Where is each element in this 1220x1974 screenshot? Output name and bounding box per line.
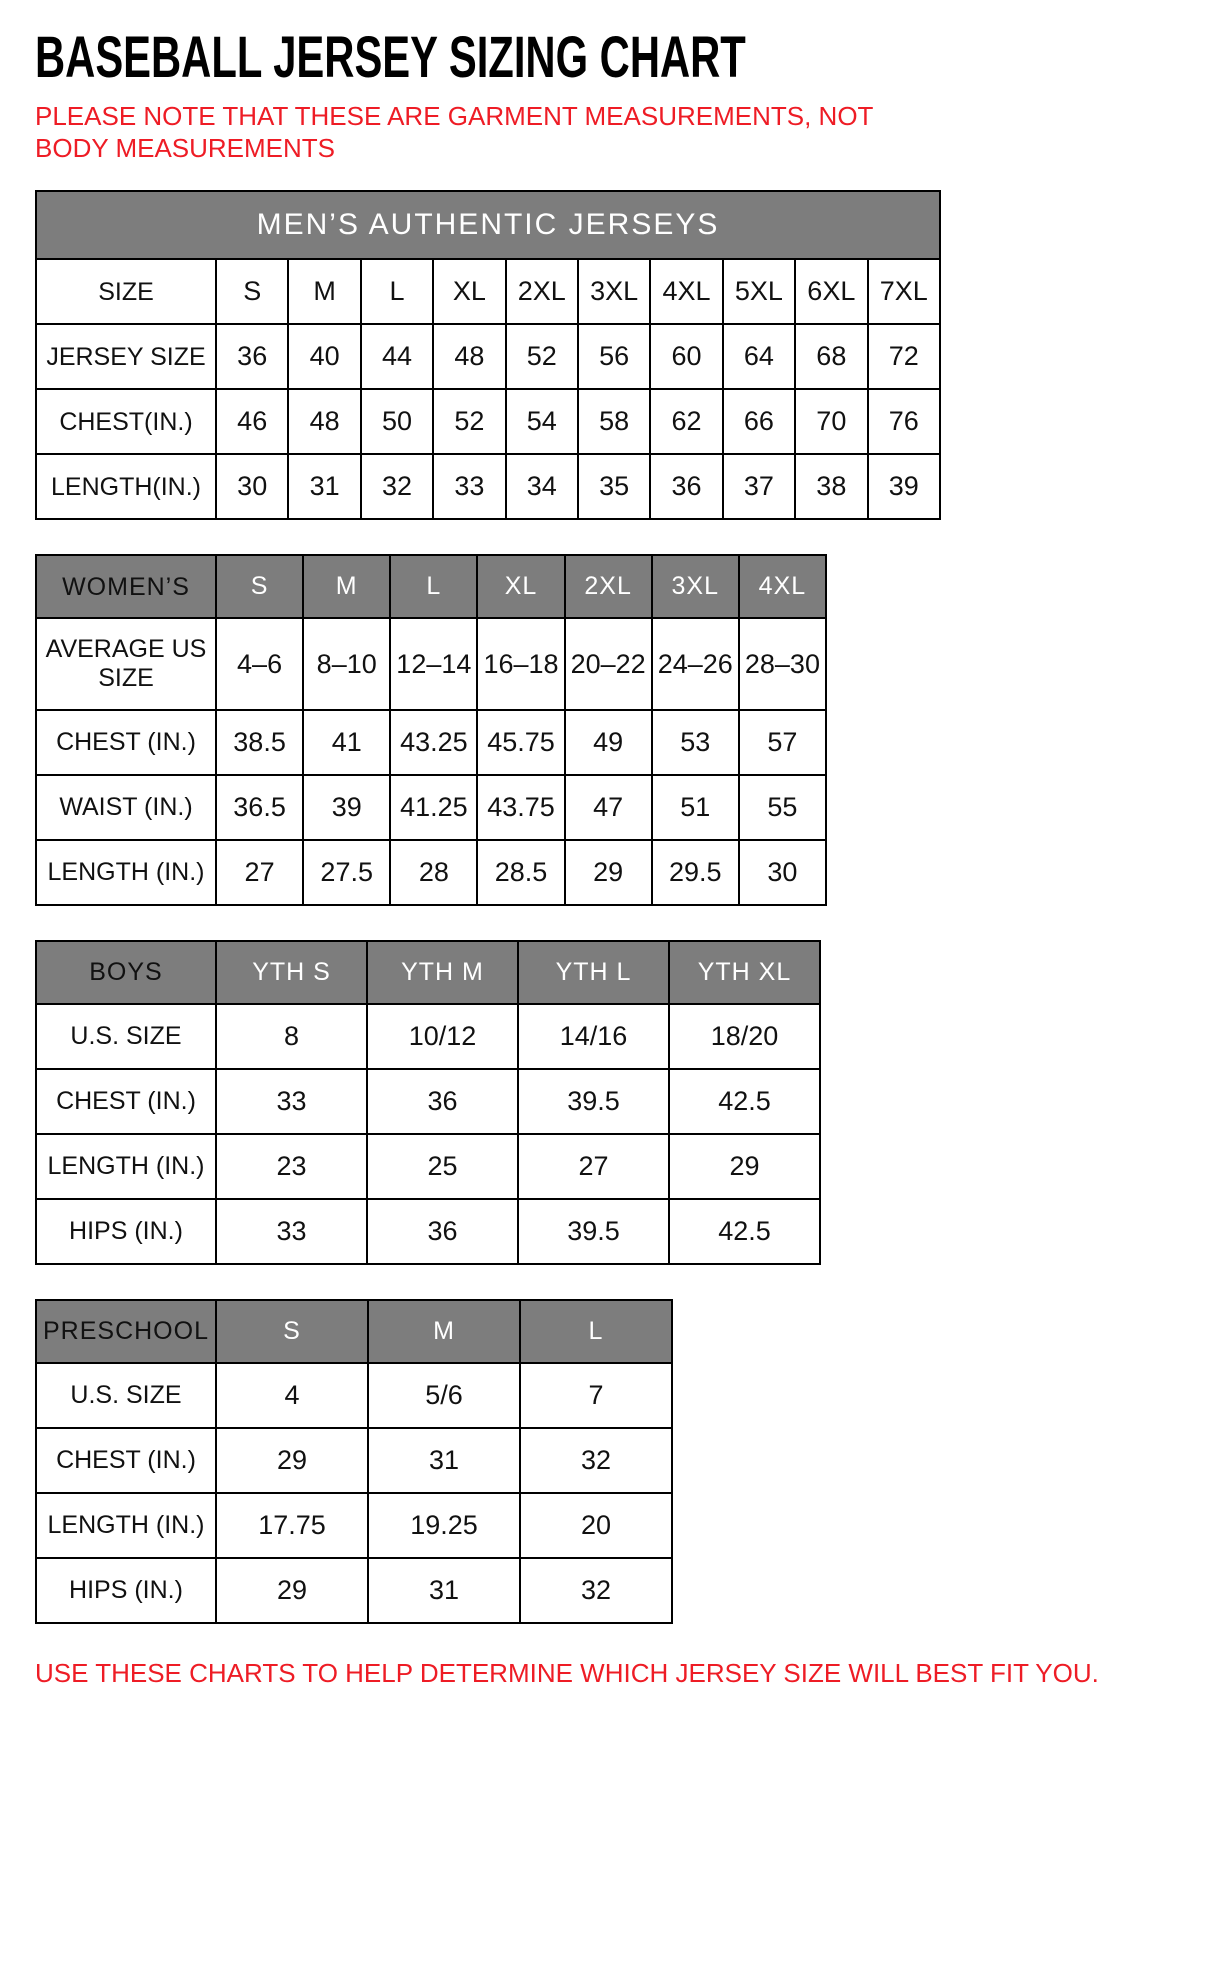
mens-length-value-6: 36: [650, 454, 722, 519]
womens-row-waist: [36, 775, 826, 840]
mens-jersey_size-value-8: 68: [795, 324, 867, 389]
boys-size-header-1: YTH M: [367, 941, 518, 1004]
preschool-chest-value-0: 29: [216, 1428, 368, 1493]
preschool-chest-value-2: 32: [520, 1428, 672, 1493]
boys-chest-value-0: 33: [216, 1069, 367, 1134]
mens-length-value-3: 33: [433, 454, 505, 519]
mens-length-value-1: 31: [288, 454, 360, 519]
mens-chest-value-9: 76: [868, 389, 940, 454]
preschool-size-header-0: S: [216, 1300, 368, 1363]
preschool-us_size-value-1: 5/6: [368, 1363, 520, 1428]
footer-note: USE THESE CHARTS TO HELP DETERMINE WHICH JERSEY SIZE WILL BEST FIT YOU.: [35, 1657, 1099, 1688]
womens-chest-value-4: 49: [565, 710, 652, 775]
mens-size-value-8: 6XL: [795, 259, 867, 324]
mens-size-value-4: 2XL: [506, 259, 578, 324]
womens-row-label-length: LENGTH (IN.): [36, 840, 216, 905]
preschool-length-value-0: 17.75: [216, 1493, 368, 1558]
mens-jersey_size-value-1: 40: [288, 324, 360, 389]
preschool-row-label-length: LENGTH (IN.): [36, 1493, 216, 1558]
mens-size-value-6: 4XL: [650, 259, 722, 324]
womens-avg_us_size-value-0: 4–6: [216, 618, 303, 710]
boys-header-label: BOYS: [36, 941, 216, 1004]
mens-chest-value-0: 46: [216, 389, 288, 454]
boys-chest-value-1: 36: [367, 1069, 518, 1134]
mens-jersey_size-value-9: 72: [868, 324, 940, 389]
mens-length-value-9: 39: [868, 454, 940, 519]
womens-chest-value-1: 41: [303, 710, 390, 775]
womens-waist-value-1: 39: [303, 775, 390, 840]
womens-avg_us_size-value-2: 12–14: [390, 618, 477, 710]
womens-chest-value-6: 57: [739, 710, 826, 775]
boys-us_size-value-0: 8: [216, 1004, 367, 1069]
preschool-us_size-value-2: 7: [520, 1363, 672, 1428]
womens-size-header-6: 4XL: [739, 555, 826, 618]
mens-length-value-8: 38: [795, 454, 867, 519]
mens-row-jersey_size: [36, 324, 940, 389]
mens-row-chest: [36, 389, 940, 454]
preschool-chest-value-1: 31: [368, 1428, 520, 1493]
womens-row-chest: [36, 710, 826, 775]
mens-size-value-2: L: [361, 259, 433, 324]
boys-row-label-hips: HIPS (IN.): [36, 1199, 216, 1264]
boys-row-label-us_size: U.S. SIZE: [36, 1004, 216, 1069]
mens-authentic-jerseys-table: [35, 190, 941, 520]
preschool-header-row: [36, 1300, 672, 1363]
mens-size-value-5: 3XL: [578, 259, 650, 324]
boys-length-value-2: 27: [518, 1134, 669, 1199]
preschool-hips-value-0: 29: [216, 1558, 368, 1623]
preschool-length-value-1: 19.25: [368, 1493, 520, 1558]
mens-row-label-size: SIZE: [36, 259, 216, 324]
mens-length-value-2: 32: [361, 454, 433, 519]
preschool-row-us_size: [36, 1363, 672, 1428]
womens-waist-value-3: 43.75: [477, 775, 564, 840]
mens-chest-value-5: 58: [578, 389, 650, 454]
womens-size-header-0: S: [216, 555, 303, 618]
preschool-row-chest: [36, 1428, 672, 1493]
womens-waist-value-2: 41.25: [390, 775, 477, 840]
preschool-hips-value-2: 32: [520, 1558, 672, 1623]
mens-length-value-4: 34: [506, 454, 578, 519]
mens-jersey_size-value-5: 56: [578, 324, 650, 389]
mens-size-value-3: XL: [433, 259, 505, 324]
boys-us_size-value-1: 10/12: [367, 1004, 518, 1069]
preschool-size-header-2: L: [520, 1300, 672, 1363]
preschool-row-label-chest: CHEST (IN.): [36, 1428, 216, 1493]
preschool-row-length: [36, 1493, 672, 1558]
boys-us_size-value-2: 14/16: [518, 1004, 669, 1069]
mens-length-value-7: 37: [723, 454, 795, 519]
mens-row-label-chest: CHEST(IN.): [36, 389, 216, 454]
mens-chest-value-6: 62: [650, 389, 722, 454]
womens-waist-value-5: 51: [652, 775, 739, 840]
womens-avg_us_size-value-6: 28–30: [739, 618, 826, 710]
mens-jersey_size-value-7: 64: [723, 324, 795, 389]
womens-chest-value-3: 45.75: [477, 710, 564, 775]
womens-waist-value-4: 47: [565, 775, 652, 840]
boys-hips-value-3: 42.5: [669, 1199, 820, 1264]
mens-jersey_size-value-3: 48: [433, 324, 505, 389]
mens-size-value-0: S: [216, 259, 288, 324]
mens-row-label-jersey_size: JERSEY SIZE: [36, 324, 216, 389]
womens-waist-value-0: 36.5: [216, 775, 303, 840]
mens-chest-value-3: 52: [433, 389, 505, 454]
boys-sizing-table: [35, 940, 821, 1265]
womens-header-label: WOMEN’S: [36, 555, 216, 618]
mens-size-value-7: 5XL: [723, 259, 795, 324]
preschool-row-label-us_size: U.S. SIZE: [36, 1363, 216, 1428]
mens-row-length: [36, 454, 940, 519]
preschool-size-header-1: M: [368, 1300, 520, 1363]
womens-sizing-table: [35, 554, 827, 906]
boys-row-label-chest: CHEST (IN.): [36, 1069, 216, 1134]
mens-row-label-length: LENGTH(IN.): [36, 454, 216, 519]
garment-measurement-note: PLEASE NOTE THAT THESE ARE GARMENT MEASUREMENTS, NOT BODY MEASUREMENTS: [35, 101, 873, 163]
mens-length-value-5: 35: [578, 454, 650, 519]
womens-header-row: [36, 555, 826, 618]
boys-length-value-1: 25: [367, 1134, 518, 1199]
mens-title-row: [36, 191, 940, 259]
womens-waist-value-6: 55: [739, 775, 826, 840]
womens-chest-value-0: 38.5: [216, 710, 303, 775]
preschool-sizing-table: [35, 1299, 673, 1624]
mens-chest-value-7: 66: [723, 389, 795, 454]
womens-row-label-chest: CHEST (IN.): [36, 710, 216, 775]
mens-size-value-1: M: [288, 259, 360, 324]
preschool-row-hips: [36, 1558, 672, 1623]
mens-jersey_size-value-4: 52: [506, 324, 578, 389]
boys-hips-value-0: 33: [216, 1199, 367, 1264]
boys-hips-value-1: 36: [367, 1199, 518, 1264]
womens-size-header-4: 2XL: [565, 555, 652, 618]
womens-length-value-5: 29.5: [652, 840, 739, 905]
boys-chest-value-3: 42.5: [669, 1069, 820, 1134]
womens-chest-value-2: 43.25: [390, 710, 477, 775]
womens-row-avg_us_size: [36, 618, 826, 710]
womens-row-label-avg_us_size: AVERAGE US SIZE: [36, 618, 216, 710]
boys-size-header-3: YTH XL: [669, 941, 820, 1004]
womens-length-value-6: 30: [739, 840, 826, 905]
womens-length-value-4: 29: [565, 840, 652, 905]
boys-size-header-2: YTH L: [518, 941, 669, 1004]
boys-row-label-length: LENGTH (IN.): [36, 1134, 216, 1199]
mens-jersey_size-value-0: 36: [216, 324, 288, 389]
boys-us_size-value-3: 18/20: [669, 1004, 820, 1069]
preschool-hips-value-1: 31: [368, 1558, 520, 1623]
boys-row-length: [36, 1134, 820, 1199]
mens-size-value-9: 7XL: [868, 259, 940, 324]
boys-length-value-0: 23: [216, 1134, 367, 1199]
mens-length-value-0: 30: [216, 454, 288, 519]
mens-jersey_size-value-2: 44: [361, 324, 433, 389]
boys-length-value-3: 29: [669, 1134, 820, 1199]
preschool-header-label: PRESCHOOL: [36, 1300, 216, 1363]
boys-row-chest: [36, 1069, 820, 1134]
page-title: BASEBALL JERSEY SIZING CHART: [35, 25, 746, 90]
preschool-length-value-2: 20: [520, 1493, 672, 1558]
womens-length-value-3: 28.5: [477, 840, 564, 905]
preschool-us_size-value-0: 4: [216, 1363, 368, 1428]
womens-chest-value-5: 53: [652, 710, 739, 775]
sizing-chart-page: [35, 24, 1185, 1689]
womens-row-label-waist: WAIST (IN.): [36, 775, 216, 840]
womens-avg_us_size-value-3: 16–18: [477, 618, 564, 710]
mens-chest-value-4: 54: [506, 389, 578, 454]
womens-avg_us_size-value-4: 20–22: [565, 618, 652, 710]
womens-row-length: [36, 840, 826, 905]
boys-size-header-0: YTH S: [216, 941, 367, 1004]
womens-size-header-3: XL: [477, 555, 564, 618]
boys-row-hips: [36, 1199, 820, 1264]
womens-avg_us_size-value-5: 24–26: [652, 618, 739, 710]
mens-chest-value-1: 48: [288, 389, 360, 454]
womens-length-value-1: 27.5: [303, 840, 390, 905]
boys-hips-value-2: 39.5: [518, 1199, 669, 1264]
womens-size-header-1: M: [303, 555, 390, 618]
womens-length-value-0: 27: [216, 840, 303, 905]
mens-table-title: MEN’S AUTHENTIC JERSEYS: [36, 191, 940, 259]
womens-size-header-5: 3XL: [652, 555, 739, 618]
boys-row-us_size: [36, 1004, 820, 1069]
preschool-row-label-hips: HIPS (IN.): [36, 1558, 216, 1623]
boys-header-row: [36, 941, 820, 1004]
boys-chest-value-2: 39.5: [518, 1069, 669, 1134]
mens-jersey_size-value-6: 60: [650, 324, 722, 389]
mens-chest-value-2: 50: [361, 389, 433, 454]
mens-row-size: [36, 259, 940, 324]
womens-avg_us_size-value-1: 8–10: [303, 618, 390, 710]
womens-length-value-2: 28: [390, 840, 477, 905]
mens-chest-value-8: 70: [795, 389, 867, 454]
womens-size-header-2: L: [390, 555, 477, 618]
